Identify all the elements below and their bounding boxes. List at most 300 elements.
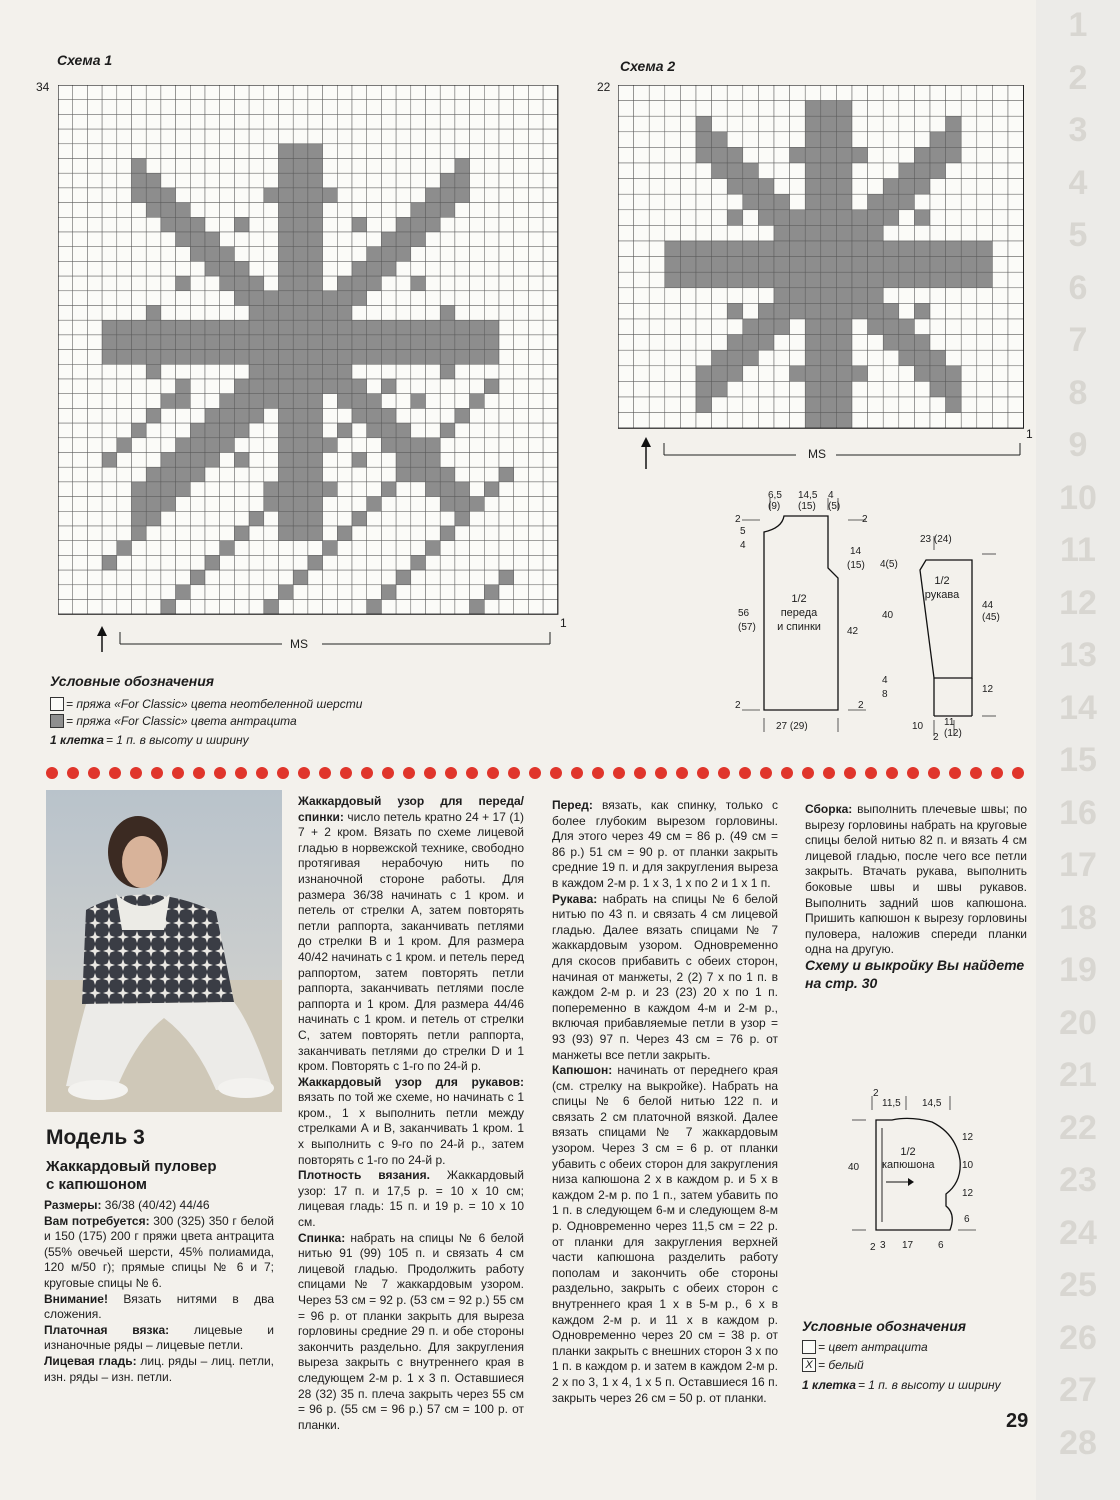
chart2-cell — [946, 335, 962, 351]
chart1-cell — [337, 114, 352, 129]
chart1-cell — [190, 335, 205, 350]
chart2-cell — [712, 335, 728, 351]
chart1-cell — [308, 247, 323, 262]
chart2-cell — [852, 303, 868, 319]
chart1-cell — [455, 364, 470, 379]
chart1-cell — [499, 526, 514, 541]
chart2-cell — [821, 257, 837, 273]
chart1-cell — [58, 320, 73, 335]
chart1-cell — [381, 306, 396, 321]
chart2-cell — [790, 303, 806, 319]
chart1-cell — [58, 585, 73, 600]
chart2-cell — [883, 397, 899, 413]
chart1-cell — [367, 570, 382, 585]
chart2-cell — [665, 132, 681, 148]
chart2-cell — [712, 179, 728, 195]
chart1-cell — [543, 364, 558, 379]
chart1-cell — [87, 320, 102, 335]
chart1-cell — [352, 511, 367, 526]
chart1-cell — [426, 247, 441, 262]
chart1-cell — [411, 291, 426, 306]
chart2-cell — [946, 319, 962, 335]
chart2-cell — [727, 381, 743, 397]
chart2-cell — [883, 194, 899, 210]
chart1-cell — [190, 570, 205, 585]
chart1-cell — [426, 364, 441, 379]
chart1-cell — [102, 261, 117, 276]
chart1-cell — [323, 203, 338, 218]
chart1-cell — [543, 423, 558, 438]
chart1-cell — [264, 217, 279, 232]
separator-dot — [487, 767, 499, 779]
body-height-b: (57) — [738, 622, 756, 633]
chart1-cell — [470, 511, 485, 526]
chart1-cell — [352, 570, 367, 585]
chart1-cell — [132, 408, 147, 423]
separator-dot — [865, 767, 877, 779]
chart2-cell — [680, 303, 696, 319]
chart1-cell — [161, 453, 176, 468]
chart2-cell — [649, 257, 665, 273]
chart1-cell — [161, 320, 176, 335]
chart1-cell — [528, 555, 543, 570]
chart2-cell — [680, 85, 696, 101]
chart2-cell — [930, 116, 946, 132]
separator-dot — [256, 767, 268, 779]
chart1-cell — [514, 482, 529, 497]
sleeve-bottom-right-b: (12) — [944, 728, 962, 739]
chart2-cell — [914, 335, 930, 351]
separator-dot — [109, 767, 121, 779]
chart1-cell — [220, 585, 235, 600]
chart2-cell — [618, 101, 634, 117]
chart2-cell — [649, 335, 665, 351]
hood-bottom1: 17 — [902, 1240, 914, 1251]
chart1-cell — [411, 438, 426, 453]
chart2-cell — [743, 116, 759, 132]
chart2-cell — [992, 210, 1008, 226]
chart2-cell — [696, 241, 712, 257]
chart2-cell — [649, 85, 665, 101]
chart1-cell — [396, 114, 411, 129]
separator-dot — [529, 767, 541, 779]
chart2-cell — [992, 257, 1008, 273]
chart2-cell — [774, 116, 790, 132]
chart2-cell — [649, 319, 665, 335]
chart1-cell — [102, 159, 117, 174]
dark-swatch — [50, 714, 64, 728]
chart2-cell — [992, 366, 1008, 382]
chart2-cell — [805, 350, 821, 366]
chart1-cell — [176, 555, 191, 570]
chart2-cell — [696, 163, 712, 179]
chart2-cell — [743, 163, 759, 179]
chart2-cell — [712, 272, 728, 288]
chart1-cell — [543, 600, 558, 615]
chart1-cell — [176, 129, 191, 144]
chart1-cell — [87, 394, 102, 409]
chart1-cell — [440, 320, 455, 335]
chart1-cell — [220, 423, 235, 438]
chart1-cell — [440, 364, 455, 379]
chart1-cell — [146, 570, 161, 585]
chart2-cell — [852, 366, 868, 382]
chart2-cell — [680, 179, 696, 195]
chart1-cell — [426, 188, 441, 203]
chart1-cell — [234, 394, 249, 409]
chart1-cell — [176, 291, 191, 306]
chart1-cell — [279, 555, 294, 570]
legend-top-light — [50, 697, 362, 711]
chart1-cell — [58, 100, 73, 115]
chart2-cell — [618, 335, 634, 351]
chart2-cell — [790, 319, 806, 335]
chart1-cell — [87, 203, 102, 218]
chart1-cell — [411, 511, 426, 526]
chart2-cell — [899, 413, 915, 429]
chart2-cell — [649, 179, 665, 195]
chart1-cell — [58, 379, 73, 394]
chart1-cell — [543, 511, 558, 526]
chart1-cell — [411, 379, 426, 394]
chart1-cell — [146, 247, 161, 262]
chart2-cell — [790, 101, 806, 117]
chart1-cell — [146, 379, 161, 394]
chart1-cell — [426, 203, 441, 218]
chart2-cell — [712, 163, 728, 179]
chart2-cell — [992, 179, 1008, 195]
chart1-cell — [484, 423, 499, 438]
separator-dot — [1012, 767, 1024, 779]
chart1-cell — [146, 188, 161, 203]
side-index-number: 3 — [1068, 111, 1088, 149]
chart2-cell — [868, 303, 884, 319]
chart2-cell — [821, 350, 837, 366]
chart2-cell — [946, 116, 962, 132]
chart1-cell — [352, 453, 367, 468]
chart1-cell — [132, 511, 147, 526]
chart1-cell — [543, 159, 558, 174]
chart1-cell — [455, 291, 470, 306]
chart1-cell — [499, 555, 514, 570]
stock-text: лиц. ряды – лиц. петли, изн. ряды – изн. петли. — [44, 1353, 274, 1384]
chart2-cell — [852, 319, 868, 335]
chart1-cell — [161, 438, 176, 453]
chart2-cell — [883, 335, 899, 351]
body-right-15: (15) — [847, 560, 865, 571]
chart2-cell — [977, 366, 993, 382]
chart2-cell — [727, 335, 743, 351]
chart1-cell — [279, 350, 294, 365]
chart2-cell — [727, 303, 743, 319]
chart2-cell — [649, 303, 665, 319]
side-index-number: 26 — [1059, 1318, 1097, 1357]
chart2-cell — [946, 257, 962, 273]
chart2-cell — [774, 350, 790, 366]
chart2-cell — [961, 397, 977, 413]
chart2-cell — [821, 381, 837, 397]
chart1-cell — [323, 600, 338, 615]
chart1-cell — [323, 85, 338, 100]
chart1-cell — [323, 129, 338, 144]
chart1-cell — [205, 364, 220, 379]
chart1-cell — [396, 173, 411, 188]
chart1-cell — [234, 364, 249, 379]
chart1-cell — [352, 394, 367, 409]
chart1-cell — [484, 408, 499, 423]
chart1-cell — [381, 335, 396, 350]
chart1-cell — [293, 335, 308, 350]
chart2-cell — [805, 132, 821, 148]
chart2-cell — [977, 210, 993, 226]
chart2-cell — [665, 335, 681, 351]
chart1-cell — [220, 408, 235, 423]
chart1-cell — [234, 129, 249, 144]
chart1-cell — [87, 497, 102, 512]
chart1-cell — [499, 306, 514, 321]
chart1-cell — [484, 217, 499, 232]
chart1-cell — [58, 291, 73, 306]
chart1-cell — [102, 541, 117, 556]
chart1-cell — [249, 511, 264, 526]
chart1-cell — [293, 203, 308, 218]
separator-dot — [823, 767, 835, 779]
sleeve-label — [922, 574, 962, 602]
chart2-cell — [930, 179, 946, 195]
chart1-cell — [249, 320, 264, 335]
chart1-cell — [514, 159, 529, 174]
chart1-cell — [146, 173, 161, 188]
chart1-cell — [58, 114, 73, 129]
body-top1-a: 6,5 — [768, 490, 782, 501]
chart1-cell — [132, 497, 147, 512]
chart1-cell — [440, 541, 455, 556]
chart2-cell — [852, 335, 868, 351]
col4-text — [805, 802, 1027, 958]
chart1-cell — [73, 423, 88, 438]
chart1-cell — [102, 497, 117, 512]
chart1-cell — [293, 320, 308, 335]
chart1-cell — [117, 261, 132, 276]
chart2-cell — [899, 163, 915, 179]
separator-dot — [949, 767, 961, 779]
chart1-cell — [411, 364, 426, 379]
chart1-cell — [58, 129, 73, 144]
chart1-cell — [117, 306, 132, 321]
chart1-cell — [132, 541, 147, 556]
chart2-cell — [680, 116, 696, 132]
chart1-cell — [132, 335, 147, 350]
chart1-cell — [249, 379, 264, 394]
chart1-cell — [249, 555, 264, 570]
chart1-cell — [470, 129, 485, 144]
chart2-cell — [712, 366, 728, 382]
body-height-a: 56 — [738, 608, 750, 619]
chart2-cell — [852, 288, 868, 304]
chart1-cell — [264, 482, 279, 497]
chart1-cell — [308, 173, 323, 188]
chart1-cell — [234, 600, 249, 615]
chart1-cell — [514, 364, 529, 379]
chart2-cell — [899, 101, 915, 117]
chart1-cell — [264, 320, 279, 335]
chart1-cell — [117, 379, 132, 394]
chart1-cell — [249, 85, 264, 100]
chart1-cell — [73, 408, 88, 423]
chart2-cell — [914, 147, 930, 163]
chart1-cell — [293, 408, 308, 423]
chart1-cell — [381, 85, 396, 100]
chart1-cell — [528, 100, 543, 115]
chart1-cell — [58, 482, 73, 497]
chart1-cell — [58, 247, 73, 262]
chart2-cell — [1008, 381, 1024, 397]
chart2-cell — [805, 397, 821, 413]
separator-dot — [781, 767, 793, 779]
chart1-cell — [367, 600, 382, 615]
chart1-cell — [73, 585, 88, 600]
chart1-cell — [73, 453, 88, 468]
chart2-cell — [790, 132, 806, 148]
chart2-cell — [618, 272, 634, 288]
chart1-cell — [470, 291, 485, 306]
chart2-cell — [727, 319, 743, 335]
chart1-cell — [249, 364, 264, 379]
chart1-cell — [205, 276, 220, 291]
hood-top-mark: 2 — [873, 1088, 879, 1099]
chart1-cell — [73, 335, 88, 350]
separator-dot — [739, 767, 751, 779]
chart1-cell — [440, 261, 455, 276]
chart1-cell — [514, 188, 529, 203]
chart1-cell — [205, 379, 220, 394]
chart1-cell — [176, 585, 191, 600]
chart1-cell — [220, 570, 235, 585]
chart1-cell — [528, 261, 543, 276]
chart1-cell — [102, 467, 117, 482]
separator-dot — [235, 767, 247, 779]
chart2-cell — [914, 85, 930, 101]
chart2-cell — [680, 397, 696, 413]
chart1-cell — [381, 217, 396, 232]
chart1-cell — [176, 261, 191, 276]
chart2-cell — [883, 210, 899, 226]
separator-dot — [802, 767, 814, 779]
chart1-cell — [367, 114, 382, 129]
chart1-cell — [146, 364, 161, 379]
chart1-cell — [146, 320, 161, 335]
chart1-cell — [396, 364, 411, 379]
chart1-cell — [323, 408, 338, 423]
chart1-cell — [528, 291, 543, 306]
chart1-cell — [73, 394, 88, 409]
chart1-cell — [293, 570, 308, 585]
chart2-cell — [743, 319, 759, 335]
chart1-cell — [337, 408, 352, 423]
chart2-cell — [665, 319, 681, 335]
chart1-cell — [205, 350, 220, 365]
chart1-cell — [323, 159, 338, 174]
chart2-cell — [961, 335, 977, 351]
chart1-cell — [249, 261, 264, 276]
chart1-cell — [440, 247, 455, 262]
chart1-cell — [484, 144, 499, 159]
chart1-cell — [264, 453, 279, 468]
chart2-cell — [930, 335, 946, 351]
chart1-cell — [543, 497, 558, 512]
chart2-cell — [649, 101, 665, 117]
chart1-cell — [514, 541, 529, 556]
chart2-cell — [758, 288, 774, 304]
chart1-cell — [279, 100, 294, 115]
chart1-cell — [528, 453, 543, 468]
chart1-cell — [58, 511, 73, 526]
chart1-cell — [455, 585, 470, 600]
hood-bottom2: 6 — [938, 1240, 944, 1251]
chart1-cell — [87, 350, 102, 365]
chart1-cell — [499, 173, 514, 188]
chart1-cell — [440, 129, 455, 144]
chart2-cell — [961, 366, 977, 382]
chart2-cell — [868, 194, 884, 210]
chart1-cell — [396, 423, 411, 438]
body-left-mark3: 4 — [740, 540, 746, 551]
chart1-cell — [117, 217, 132, 232]
chart2-cell — [868, 163, 884, 179]
separator-dot — [634, 767, 646, 779]
chart1-cell — [543, 350, 558, 365]
chart1-cell — [323, 335, 338, 350]
chart1-cell — [381, 320, 396, 335]
chart1-cell — [234, 173, 249, 188]
chart2-cell — [930, 257, 946, 273]
chart1-cell — [58, 394, 73, 409]
chart2-cell — [805, 179, 821, 195]
separator-dot — [298, 767, 310, 779]
chart1-cell — [73, 144, 88, 159]
chart2-cell — [977, 132, 993, 148]
chart2-cell — [634, 303, 650, 319]
chart1-cell — [411, 541, 426, 556]
chart1-cell — [176, 408, 191, 423]
gauge-heading: Плотность вязания. — [298, 1168, 430, 1183]
chart2-cell — [852, 147, 868, 163]
chart1-cell — [528, 335, 543, 350]
chart1-cell — [132, 129, 147, 144]
chart2-cell — [665, 241, 681, 257]
chart2-cell — [821, 85, 837, 101]
legend-bottom-light-text: = цвет антрацита — [818, 1340, 928, 1354]
chart1-rows-label: 34 — [36, 80, 50, 94]
chart2-cell — [992, 101, 1008, 117]
chart1-cell — [352, 276, 367, 291]
chart2-cell — [805, 272, 821, 288]
chart1-cell — [264, 600, 279, 615]
chart2-cell — [727, 147, 743, 163]
chart1-cell — [117, 394, 132, 409]
chart2-cell — [774, 210, 790, 226]
chart2-cell — [649, 116, 665, 132]
chart2-cell — [790, 147, 806, 163]
chart2-cell — [758, 335, 774, 351]
chart1-cell — [234, 114, 249, 129]
chart2-cell — [883, 350, 899, 366]
chart1-cell — [73, 100, 88, 115]
chart1-cell — [132, 350, 147, 365]
chart2-cell — [977, 163, 993, 179]
chart1-cell — [146, 482, 161, 497]
chart1-cell — [293, 173, 308, 188]
